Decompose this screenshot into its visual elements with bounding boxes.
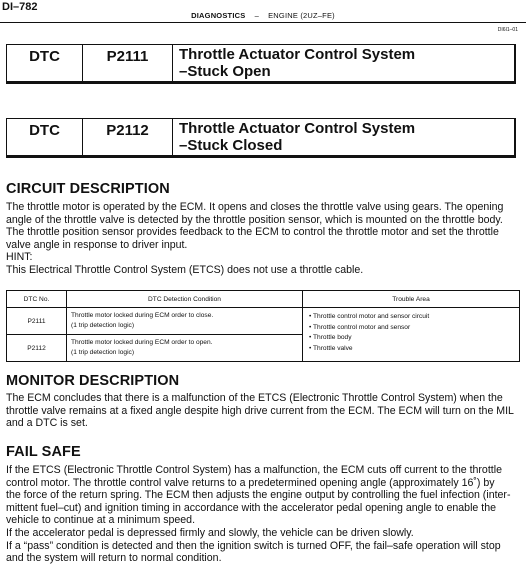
failsafe-line: mittent fuel–cut) and ignition timing in accordance with the accelerator pedal opening angle to enable the <box>6 501 496 514</box>
doc-code: DI6I1–01 <box>497 27 518 33</box>
dtc-title-line1: Throttle Actuator Control System <box>179 46 416 63</box>
failsafe-line: the force of the return spring. The ECM then adjusts the engine output by controlling the fuel infection (inter- <box>6 489 511 502</box>
circuit-line: The throttle position sensor provides feedback to the ECM to control the throttle motor and set the throttle <box>6 226 499 239</box>
trouble-area-item: • Throttle control motor and sensor <box>309 323 411 331</box>
failsafe-line: vehicle to continue at a minimum speed. <box>6 514 196 527</box>
column-header: DTC No. <box>7 291 67 308</box>
monitor-line: throttle valve remains at a fixed angle despite high drive current from the ECM. The ECM will turn on the MIL <box>6 404 514 417</box>
circuit-heading: CIRCUIT DESCRIPTION <box>6 181 170 197</box>
failsafe-line: and the system will return to normal condition. <box>6 552 222 565</box>
circuit-line: valve angle in response to driver input. <box>6 238 188 251</box>
dtc-label: DTC <box>7 119 83 155</box>
column-header: Trouble Area <box>303 291 520 308</box>
condition-cell <box>67 308 303 335</box>
failsafe-line: control motor. The throttle control valve returns to a predetermined opening angle (approximately 16˚) by <box>6 476 495 489</box>
page-id: DI–782 <box>2 1 38 13</box>
monitor-line: The ECM concludes that there is a malfunction of the ETCS (Electronic Throttle Control System) when the <box>6 392 503 404</box>
trouble-area-item: • Throttle valve <box>309 344 353 352</box>
failsafe-line: If a “pass” condition is detected and then the ignition switch is turned OFF, the fail–safe operation will stop <box>6 539 501 552</box>
failsafe-heading: FAIL SAFE <box>6 444 81 460</box>
column-header: DTC Detection Condition <box>67 291 303 308</box>
dtc-title-line2: –Stuck Open <box>179 63 271 80</box>
monitor-line: and a DTC is set. <box>6 417 88 430</box>
dtc-box-p2111 <box>6 44 516 84</box>
dtc-label: DTC <box>7 45 83 81</box>
monitor-heading: MONITOR DESCRIPTION <box>6 373 180 389</box>
condition-line: Throttle motor locked during ECM order to close. <box>71 312 214 319</box>
trouble-area-item: • Throttle body <box>309 334 352 341</box>
hint-label: HINT: <box>6 251 33 264</box>
dtc-code: P2112 <box>83 119 173 155</box>
table-header-row <box>7 291 520 308</box>
dtc-code: P2111 <box>83 45 173 81</box>
dtc-code-cell: P2111 <box>7 308 67 335</box>
header-rule <box>0 22 526 23</box>
engine-label: ENGINE (2UZ–FE) <box>268 11 335 20</box>
dtc-title <box>173 45 514 81</box>
hint-text: This Electrical Throttle Control System (ETCS) does not use a throttle cable. <box>6 263 364 276</box>
dtc-title <box>173 119 514 155</box>
condition-line: Throttle motor locked during ECM order to open. <box>71 339 213 346</box>
section-title: DIAGNOSTICS <box>191 11 246 20</box>
dtc-box-p2112 <box>6 118 516 158</box>
monitor-paragraph <box>6 392 520 430</box>
failsafe-paragraph <box>6 464 520 565</box>
trouble-area-cell <box>303 308 520 362</box>
circuit-line: The throttle motor is operated by the ECM. It opens and closes the throttle valve using gears. The opening <box>6 201 504 213</box>
circuit-paragraph <box>6 201 520 277</box>
running-header <box>0 11 526 20</box>
table-row <box>7 308 520 335</box>
condition-logic: (1 trip detection logic) <box>71 349 135 356</box>
failsafe-line: If the ETCS (Electronic Throttle Control System) has a malfunction, the ECM cuts off current to the throttle <box>6 464 502 476</box>
condition-logic: (1 trip detection logic) <box>71 322 135 329</box>
dtc-title-line1: Throttle Actuator Control System <box>179 120 416 137</box>
header-separator: – <box>254 11 259 20</box>
dtc-title-line2: –Stuck Closed <box>179 137 283 154</box>
trouble-area-item: • Throttle control motor and sensor circuit <box>309 313 430 320</box>
failsafe-line: If the accelerator pedal is depressed firmly and slowly, the vehicle can be driven slowly. <box>6 526 414 539</box>
dtc-condition-table <box>6 290 520 362</box>
circuit-line: angle of the throttle valve is detected by the throttle position sensor, which is mounted on the throttle body. <box>6 213 503 226</box>
dtc-code-cell: P2112 <box>7 335 67 362</box>
condition-cell <box>67 335 303 362</box>
